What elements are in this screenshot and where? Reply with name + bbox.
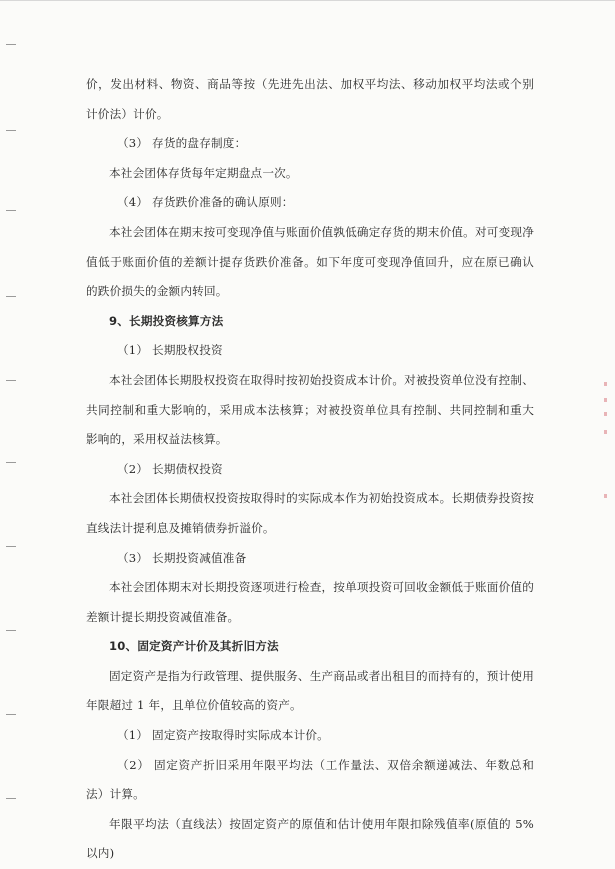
subheading: （2） 长期债权投资 xyxy=(117,461,223,476)
margin-mark xyxy=(6,210,16,211)
seal-edge-mark xyxy=(604,382,607,386)
margin-mark xyxy=(6,630,16,631)
paragraph: 本社会团体期末对长期投资逐项进行检查，按单项投资可回收金额低于账面价值的差额计提长期投资减值准备。 xyxy=(86,580,534,624)
margin-mark xyxy=(6,714,16,715)
margin-mark xyxy=(6,296,16,297)
paragraph: 价，发出材料、物资、商品等按（先进先出法、加权平均法、移动加权平均法或个别计价法）计价。 xyxy=(86,77,534,121)
seal-edge-mark xyxy=(604,398,607,402)
subheading: （1） 长期股权投资 xyxy=(117,343,223,358)
seal-edge-mark xyxy=(604,494,607,498)
margin-mark xyxy=(6,130,16,131)
paragraph: 本社会团体长期债权投资按取得时的实际成本作为初始投资成本。长期债券投资按直线法计提利息及摊销债券折溢价。 xyxy=(86,491,534,535)
paragraph: 固定资产是指为行政管理、提供服务、生产商品或者出租目的而持有的，预计使用年限超过 1 年，且单位价值较高的资产。 xyxy=(86,668,534,713)
subheading: （3） 存货的盘存制度： xyxy=(117,136,247,151)
margin-mark xyxy=(6,462,16,463)
margin-mark xyxy=(6,380,16,381)
section-heading: 9、长期投资核算方法 xyxy=(109,313,224,328)
document-body xyxy=(86,70,534,869)
subheading: （2） 固定资产折旧采用年限平均法（工作量法、双倍余额递减法、年数总和法）计算。 xyxy=(86,757,534,802)
paragraph: 本社会团体存货每年定期盘点一次。 xyxy=(109,165,298,180)
subheading: （1） 固定资产按取得时实际成本计价。 xyxy=(117,728,329,743)
subheading: （4） 存货跌价准备的确认原则： xyxy=(117,195,294,210)
section-heading: 10、固定资产计价及其折旧方法 xyxy=(109,639,279,654)
subheading: （3） 长期投资减值准备 xyxy=(117,550,247,565)
seal-edge-mark xyxy=(604,412,607,416)
paragraph: 本社会团体长期股权投资在取得时按初始投资成本计价。对被投资单位没有控制、共同控制和重大影响的，采用成本法核算；对被投资单位具有控制、共同控制和重大影响的，采用权益法核算。 xyxy=(86,372,534,447)
top-edge-line xyxy=(0,0,615,1)
paragraph: 年限平均法（直线法）按固定资产的原值和估计使用年限扣除残值率(原值的 5%以内) xyxy=(86,816,534,861)
margin-mark xyxy=(6,44,16,45)
seal-edge-mark xyxy=(604,430,607,434)
paragraph: 本社会团体在期末按可变现净值与账面价值孰低确定存货的期末价值。对可变现净值低于账面价值的差额计提存货跌价准备。如下年度可变现净值回升，应在原已确认的跌价损失的金额内转回。 xyxy=(86,224,534,299)
margin-mark xyxy=(6,546,16,547)
margin-mark xyxy=(6,798,16,799)
